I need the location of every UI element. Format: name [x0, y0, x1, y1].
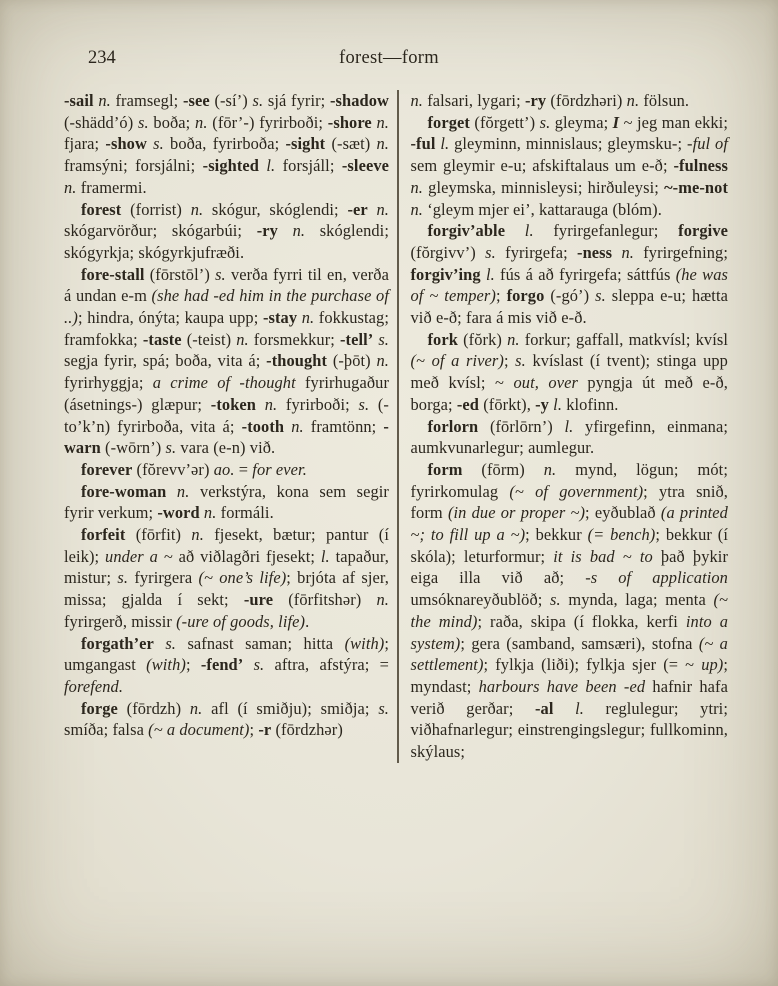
- dictionary-entry: forgath’er s. safnast saman; hitta (with); umgangast (with); -fend’ s. aftra, afstýra; = forefend.: [64, 633, 390, 696]
- dictionary-entry: forget (fŏrgett’) s. gleyma; I ~ jeg man ekki; -ful l. gleyminn, minnislaus; gleymsku-; -ful of sem gleymir e-u; afskiftalaus um e-ð; -fulness n. gleymska, minnisleysi; hirðuleysi; ~-me-not n. ‘gleym mjer ei’, kattarauga (blóm).: [410, 112, 728, 219]
- column-right: [411, 90, 729, 763]
- dictionary-entry: forever (fŏrevv’ər) ao. = for ever.: [81, 459, 307, 479]
- column-left: [64, 90, 389, 763]
- dictionary-entry: forlorn (fōrlōrn’) l. yfirgefinn, einmana; aumkvunarlegur; aumlegur.: [410, 416, 728, 458]
- running-head: forest—form: [339, 48, 439, 68]
- dictionary-entry: forfeit (fōrfit) n. fjesekt, bætur; pantur (í leik); under a ~ að viðlagðri fjesekt; l. tapaður, mistur; s. fyrirgera (~ one’s life); brjóta af sjer, missa; gjalda í sekt; -ure (fōrfitshər) n. fyrirgerð, missir (-ure of goods, life).: [64, 525, 389, 631]
- page-header: [0, 48, 778, 74]
- dictionary-entry: fore-woman n. verkstýra, kona sem segir fyrir verkum; -word n. formáli.: [64, 481, 389, 523]
- dictionary-entry: forest (forrist) n. skógur, skóglendi; -er n. skógarvörður; skógarbúi; -ry n. skóglendi; skógyrkja; skógyrkjufræði.: [64, 199, 389, 262]
- text-block: [64, 90, 728, 763]
- dictionary-entry: fork (fŏrk) n. forkur; gaffall, matkvísl; kvísl (~ of a river); s. kvíslast (í tvent); stinga upp með kvísl; ~ out, over pyngja út með e-ð, borga; -ed (fōrkt), -y l. klofinn.: [410, 329, 728, 414]
- dictionary-entry: forgiv’able l. fyrirgefanlegur; forgive (fŏrgivv’) s. fyrirgefa; -ness n. fyrirgefning; forgiv’ing l. fús á að fyrirgefa; sáttfús (he was of ~ temper); forgo (-gó’) s. sleppa e-u; hætta við e-ð; fara á mis við e-ð.: [410, 221, 728, 328]
- dictionary-entry: forge (fōrdzh) n. afl (í smiðju); smiðja; s. smíða; falsa (~ a document); -r (fōrdzhər): [64, 698, 389, 740]
- dictionary-entry: -sail n. framsegl; -see (-sí’) s. sjá fyrir; -shadow (-shädd’ó) s. boða; n. (fōr’-) fyrirboði; -shore n. fjara; -show s. boða, fyrirboða; -sight (-sæt) n. framsýni; forsjálni; -sighted l. forsjáll; -sleeve n. framermi.: [64, 91, 390, 197]
- column-divider: [397, 90, 399, 763]
- dictionary-entry: fore-stall (fōrstōl’) s. verða fyrri til en, verða á undan e-m (she had -ed him in the purchase of ..); hindra, ónýta; kaupa upp; -stay n. fokkustag; framfokka; -taste (-teist) n. forsmekkur; -tell’ s. segja fyrir, spá; boða, vita á; -thought (-þōt) n. fyrirhyggja; a crime of -thought fyrirhugaður (ásetnings-) glæpur; -token n. fyrirboði; s. (-to’k’n) fyrirboða, vita á; -tooth n. framtönn; -warn (-wōrn’) s. vara (e-n) við.: [64, 264, 390, 458]
- dictionary-entry: form (fōrm) n. mynd, lögun; mót; fyrirkomulag (~ of government); ytra snið, form (in due or proper ~); eyðublað (a printed ~; to fill up a ~); bekkur (= bench); bekkur (í skóla); leturformur; it is bad ~ to það þykir eiga illa við að; -s of application umsóknareyðublöð; s. mynda, laga; menta (~ the mind); raða, skipa (í flokka, kerfi into a system); gera (samband, samsæri), stofna (~ a settlement); fylkja (liði); fylkja sjer (= ~ up); myndast; harbours have been -ed hafnir hafa verið gerðar; -al l. reglulegur; ytri; viðhafnarlegur; einstrengingslegur; fullkominn, skýlaus;: [410, 459, 728, 762]
- dictionary-entry: n. falsari, lygari; -ry (fōrdzhəri) n. fölsun.: [410, 91, 690, 110]
- page-number: 234: [88, 48, 116, 68]
